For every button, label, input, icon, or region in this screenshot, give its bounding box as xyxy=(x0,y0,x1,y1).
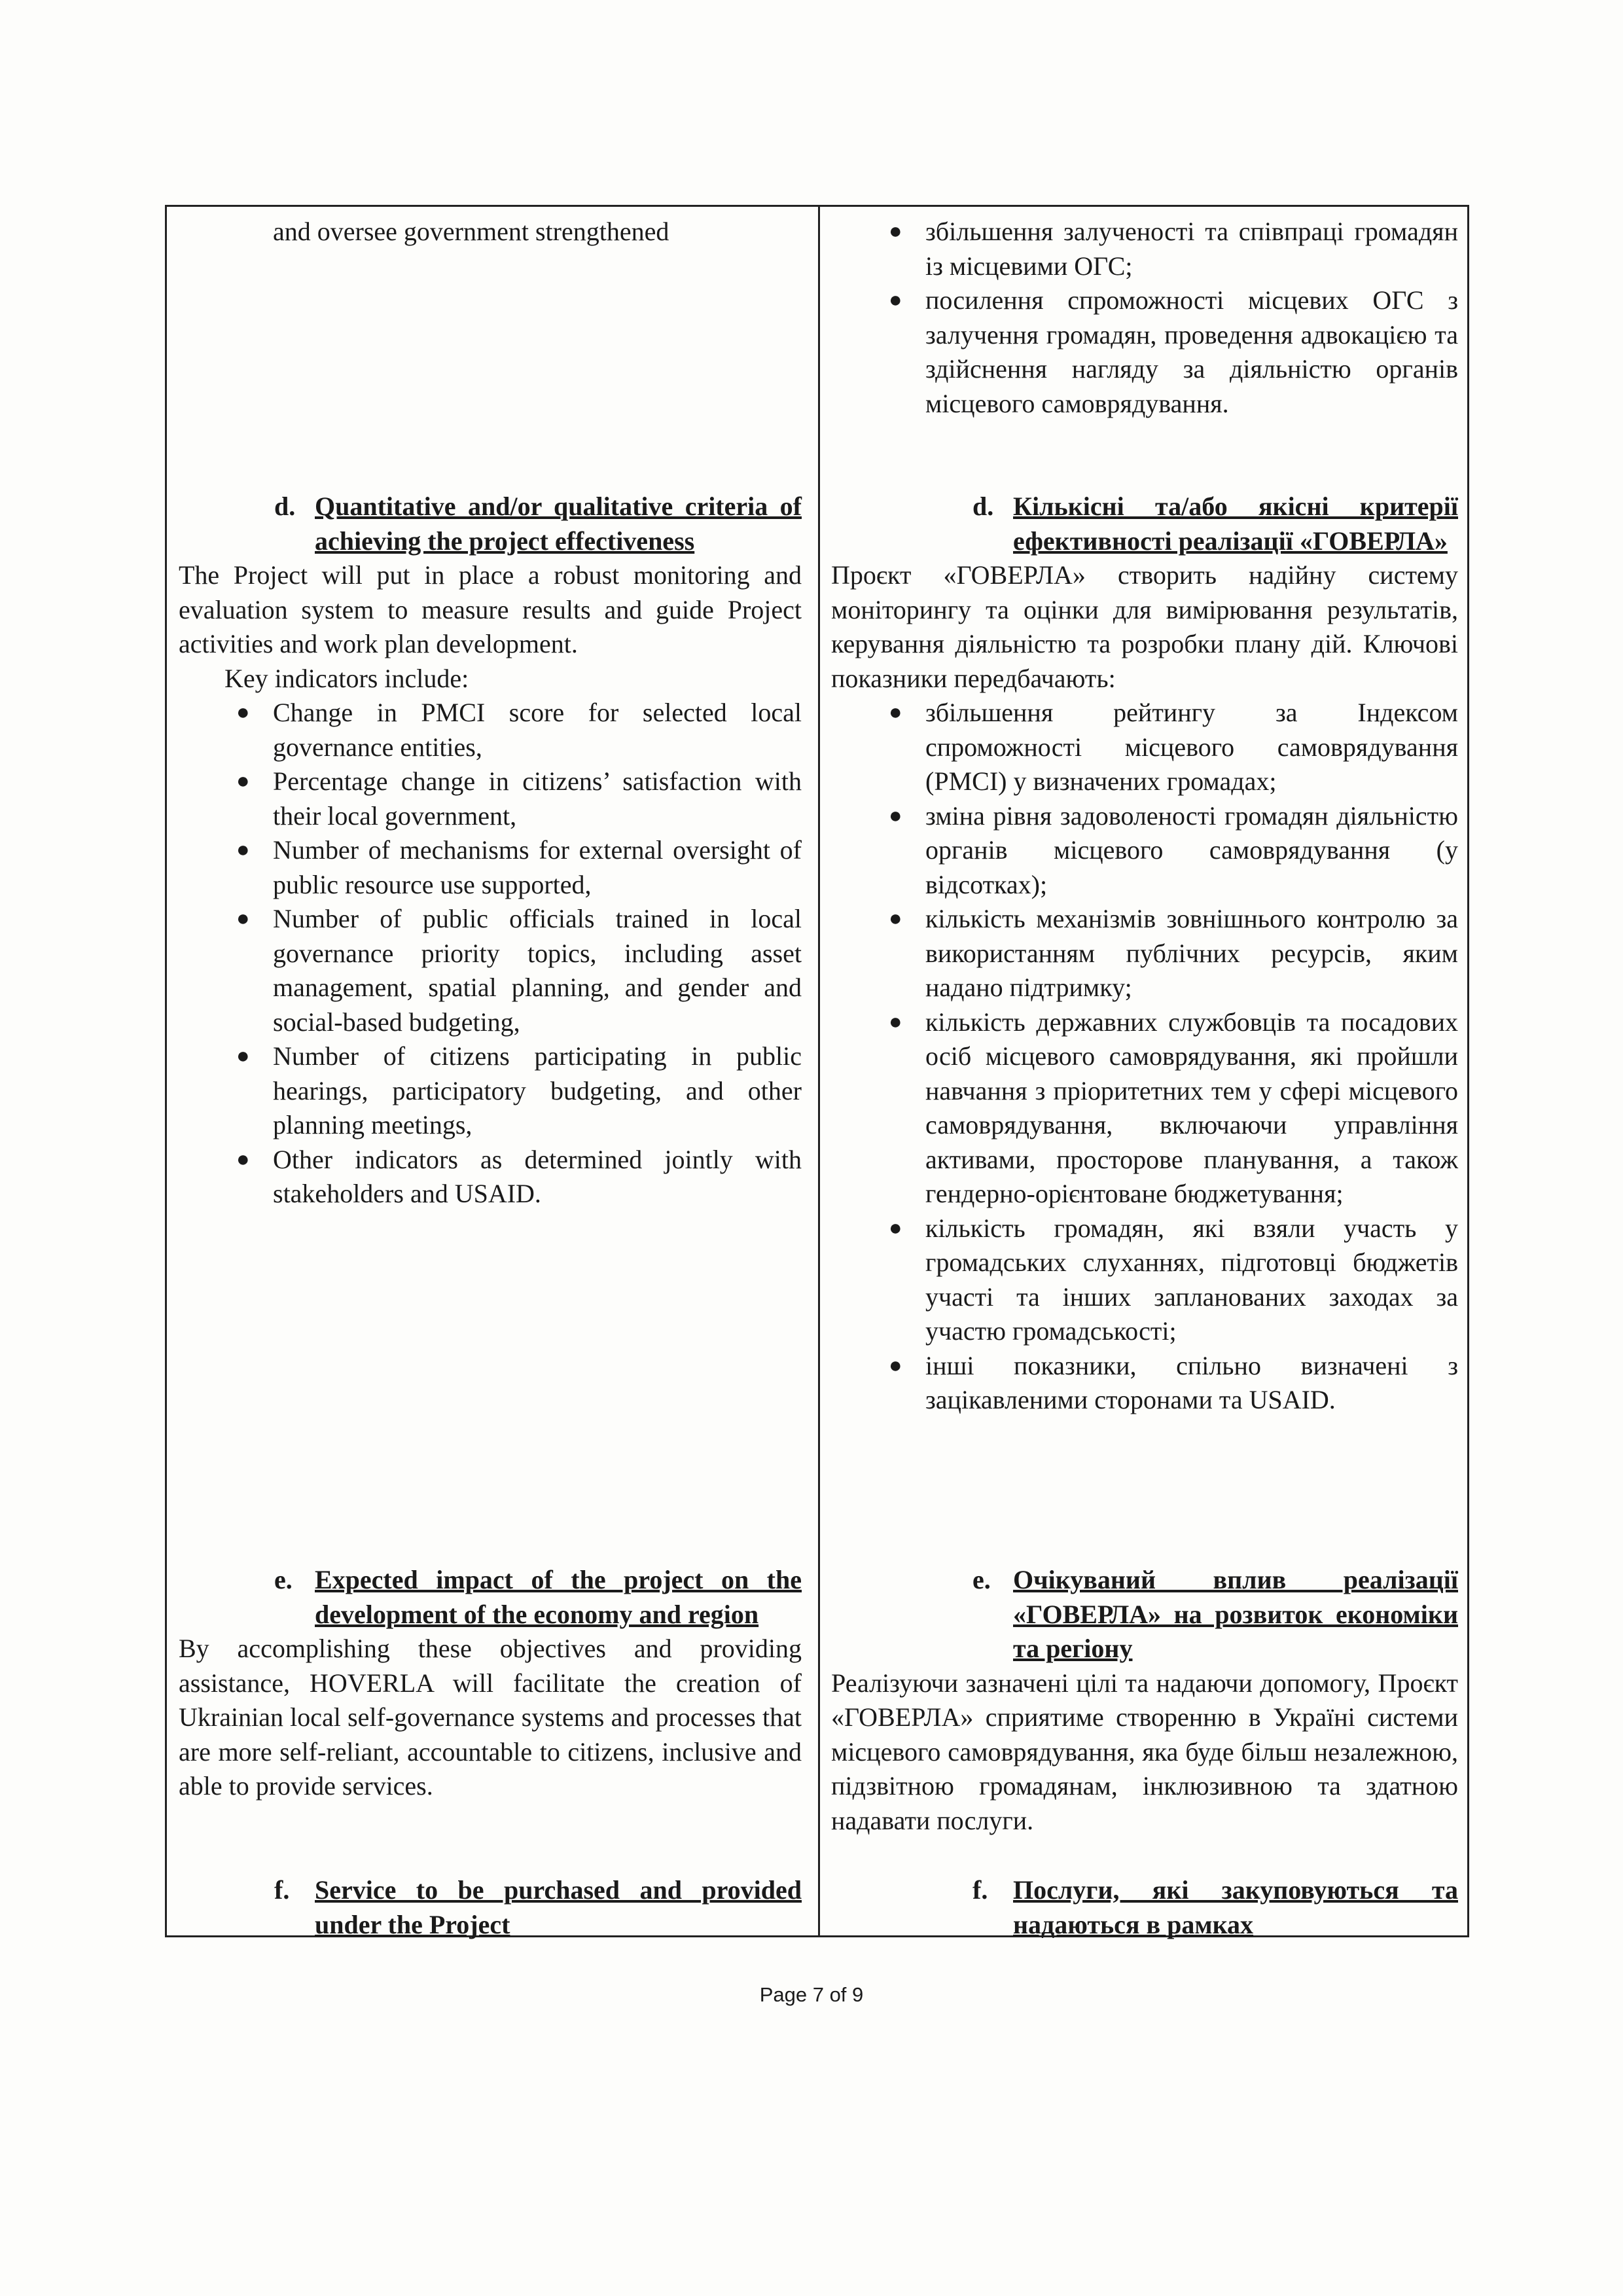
section-e-paragraph: By accomplishing these objectives and providing assistance, HOVERLA will facilitate the creation of Ukrainian local self-governance systems and processes that are more self-reliant, accountable to citizens, inclusive and able to provide services. xyxy=(179,1634,802,1801)
list-item-text: збільшення залученості та співпраці громадян із місцевими ОГС; xyxy=(925,217,1458,281)
list-item-text: Number of mechanisms for external oversight of public resource use supported, xyxy=(273,835,802,899)
list-item-text: посилення спроможності місцевих ОГС з залучення громадян, проведення адвокацією та здійснення нагляду за діяльністю органів місцевого самоврядування. xyxy=(925,285,1458,418)
section-e-paragraph: Реалізуючи зазначені цілі та надаючи допомогу, Проєкт «ГОВЕРЛА» сприятиме створенню в Україні системи місцевого самоврядування, яка буде більш незалежною, підзвітною громадянам, інклюзивною та здатною надавати послуги. xyxy=(831,1668,1458,1835)
list-item-text: збільшення рейтингу за Індексом спроможності місцевого самоврядування (PMCI) у визначених громадах; xyxy=(925,698,1458,796)
section-letter: f. xyxy=(972,1875,988,1905)
section-e xyxy=(179,1563,802,1804)
bullet-icon: ● xyxy=(889,288,902,312)
list-item xyxy=(179,833,802,902)
column-divider xyxy=(818,207,820,1935)
section-d-paragraph: Проєкт «ГОВЕРЛА» створить надійну систему моніторингу та оцінки для вимірювання результатів, керування діяльністю та розробки плану дій. Ключові показники передбачають: xyxy=(831,560,1458,693)
bullet-icon: ● xyxy=(236,838,250,862)
list-item xyxy=(831,799,1458,903)
list-item xyxy=(179,1143,802,1211)
list-item xyxy=(179,1039,802,1143)
list-item-text: Number of public officials trained in local governance priority topics, including asset management, spatial planning, and gender and social-based budgeting, xyxy=(273,904,802,1037)
section-f-heading xyxy=(179,1873,802,1942)
section-title: Quantitative and/or qualitative criteria of achieving the project effectiveness xyxy=(315,492,802,556)
intro-block xyxy=(179,215,802,249)
indicators-intro: Key indicators include: xyxy=(224,663,469,693)
indicator-list xyxy=(831,696,1458,1418)
section-letter: d. xyxy=(972,492,994,521)
list-item-text: зміна рівня задоволеності громадян діяльністю органів місцевого самоврядування (у відсотках); xyxy=(925,800,1458,899)
bullet-icon: ● xyxy=(889,700,902,725)
intro-line: and oversee government strengthened xyxy=(273,217,669,246)
list-item xyxy=(831,1005,1458,1211)
list-item-text: кількість державних службовців та посадових осіб місцевого самоврядування, які пройшли навчання з пріоритетних тем у сфері місцевого самоврядування, включаючи управління активами, просторове планування, а також гендерно-орієнтоване бюджетування; xyxy=(925,1007,1458,1208)
section-letter: d. xyxy=(274,492,296,521)
list-item xyxy=(831,283,1458,421)
bullet-icon: ● xyxy=(236,1147,250,1172)
list-item xyxy=(179,764,802,833)
list-item-text: Number of citizens participating in public hearings, participatory budgeting, and other planning meetings, xyxy=(273,1041,802,1139)
list-item xyxy=(831,1211,1458,1349)
list-item-text: Percentage change in citizens’ satisfaction with their local government, xyxy=(273,766,802,831)
bullet-icon: ● xyxy=(889,1215,902,1240)
section-f xyxy=(831,1873,1458,1942)
list-item-text: кількість механізмів зовнішнього контролю за використанням публічних ресурсів, яким надано підтримку; xyxy=(925,904,1458,1002)
bullet-icon: ● xyxy=(236,700,250,725)
section-e-heading xyxy=(831,1563,1458,1666)
section-d-heading xyxy=(179,490,802,558)
bilingual-table xyxy=(165,205,1469,1937)
bullet-icon: ● xyxy=(889,906,902,931)
section-letter: f. xyxy=(274,1875,290,1905)
bullet-icon: ● xyxy=(889,219,902,243)
list-item xyxy=(831,902,1458,1005)
section-title: Expected impact of the project on the development of the economy and region xyxy=(315,1565,802,1629)
section-d-heading xyxy=(831,490,1458,558)
list-item xyxy=(831,215,1458,283)
bullet-icon: ● xyxy=(889,1353,902,1378)
list-item xyxy=(179,696,802,764)
section-title: Кількісні та/або якісні критерії ефективності реалізації «ГОВЕРЛА» xyxy=(1013,492,1458,556)
list-item-text: кількість громадян, які взяли участь у громадських слуханнях, підготовці бюджетів участі та інших запланованих заходах за участю громадськості; xyxy=(925,1213,1458,1346)
list-item-text: Change in PMCI score for selected local governance entities, xyxy=(273,698,802,762)
section-letter: e. xyxy=(972,1565,991,1594)
section-title: Послуги, які закуповуються та надаються в рамках xyxy=(1013,1875,1458,1939)
section-f-heading xyxy=(831,1873,1458,1942)
section-e-heading xyxy=(179,1563,802,1632)
section-d xyxy=(831,490,1458,1418)
bullet-icon: ● xyxy=(236,1044,250,1068)
intro-block xyxy=(831,215,1458,421)
section-letter: e. xyxy=(274,1565,293,1594)
indicator-list xyxy=(179,696,802,1211)
bullet-icon: ● xyxy=(236,769,250,793)
bullet-icon: ● xyxy=(889,1009,902,1034)
section-title: Очікуваний вплив реалізації «ГОВЕРЛА» на розвиток економіки та регіону xyxy=(1013,1565,1458,1663)
list-item xyxy=(831,696,1458,799)
section-e xyxy=(831,1563,1458,1838)
list-item-text: інші показники, спільно визначені з зацікавленими сторонами та USAID. xyxy=(925,1350,1458,1414)
bullet-icon: ● xyxy=(236,906,250,931)
section-f xyxy=(179,1873,802,1942)
list-item xyxy=(831,1349,1458,1418)
page-number: Page 7 of 9 xyxy=(759,1983,864,2006)
list-item xyxy=(179,902,802,1039)
bullet-icon: ● xyxy=(889,803,902,828)
intro-list xyxy=(831,215,1458,421)
section-d xyxy=(179,490,802,1211)
section-d-paragraph: The Project will put in place a robust monitoring and evaluation system to measure results and guide Project activities and work plan development. xyxy=(179,560,802,658)
list-item-text: Other indicators as determined jointly with stakeholders and USAID. xyxy=(273,1144,802,1208)
section-title: Service to be purchased and provided under the Project xyxy=(315,1875,802,1939)
